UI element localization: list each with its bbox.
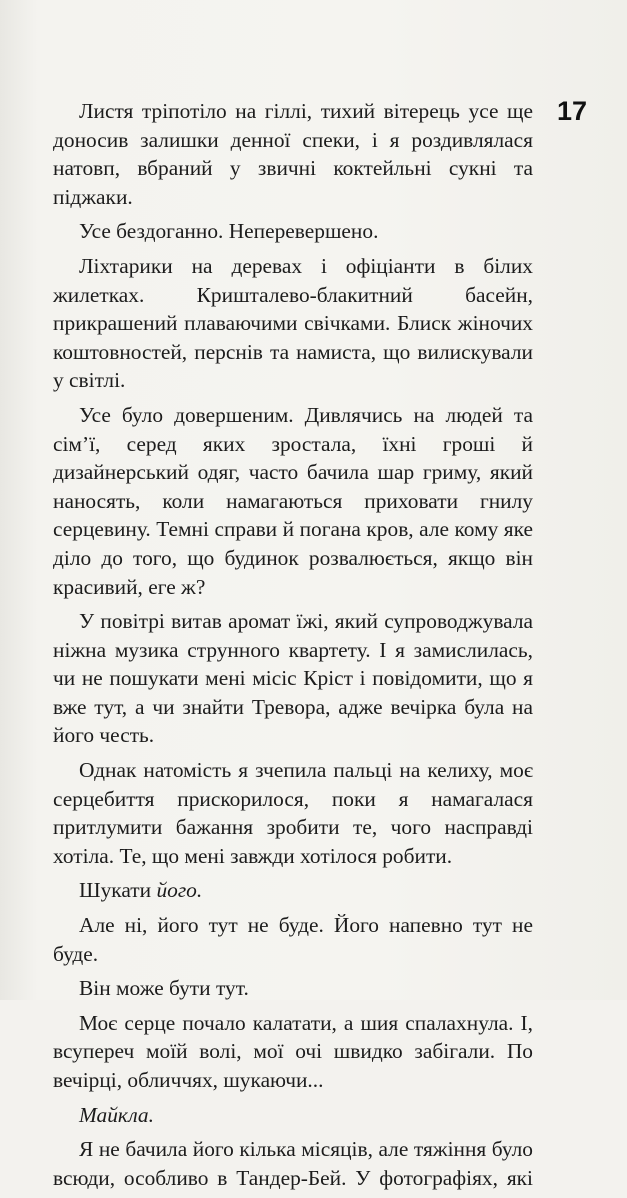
paragraph: Однак натомість я зчепила пальці на келиху, моє серцебиття прискорилося, поки я намагалася притлумити бажання зробити те, чого насправді хотіла. Те, що мені завжди хотілося робити. [53,758,533,868]
paragraph: У повітрі витав аромат їжі, який супроводжувала ніжна музика струнного квартету. І я замислилась, чи не пошукати мені місіс Кріст і повідомити, що я вже тут, а чи знайти Тревора, адже вечірка була на його честь. [53,609,533,748]
paragraph-italic [53,1101,533,1130]
paragraph: Моє серце почало калатати, а шия спалахнула. І, всупереч моїй волі, мої очі швидко забігали. По вечірці, обличчях, шукаючи... [53,1010,533,1092]
page-number: 17 [556,96,587,126]
italic-name: Майкла. [79,1102,154,1127]
paragraph: Але ні, його тут не буде. Його напевно тут не буде. [53,913,533,966]
italic-word: його. [156,878,203,903]
paragraph: Листя тріпотіло на гіллі, тихий вітерець усе ще доносив залишки денної спеки, і я роздивлялася натовп, вбраний у звичні коктейльні сукні та піджаки. [53,99,533,209]
paragraph-text: Шукати [79,878,157,903]
paragraph: Усе було довершеним. Дивлячись на людей та сім’ї, серед яких зростала, їхні гроші й дизайнерський одяг, часто бачила шар гриму, який наносять, коли намагаються приховати гнилу серцевину. Темні справи й погана кров, але кому яке діло до того, що будинок розвалюється, якщо він красивий, еге ж? [53,402,533,599]
paragraph: Ліхтарики на деревах і офіціанти в білих жилетках. Кришталево-блакитний басейн, прикрашений плаваючими свічками. Блиск жіночих коштовностей, перснів та намиста, що вилискували у світлі. [53,253,533,393]
body-text [53,97,533,1198]
paragraph: Я не бачила його кілька місяців, але тяжіння було всюди, особливо в Тандер-Бей. У фотографіях, які [53,1137,533,1190]
paragraph [53,876,533,905]
paragraph: Усе бездоганно. Неперевершено. [79,219,379,244]
paragraph: Він може бути тут. [79,976,249,1001]
